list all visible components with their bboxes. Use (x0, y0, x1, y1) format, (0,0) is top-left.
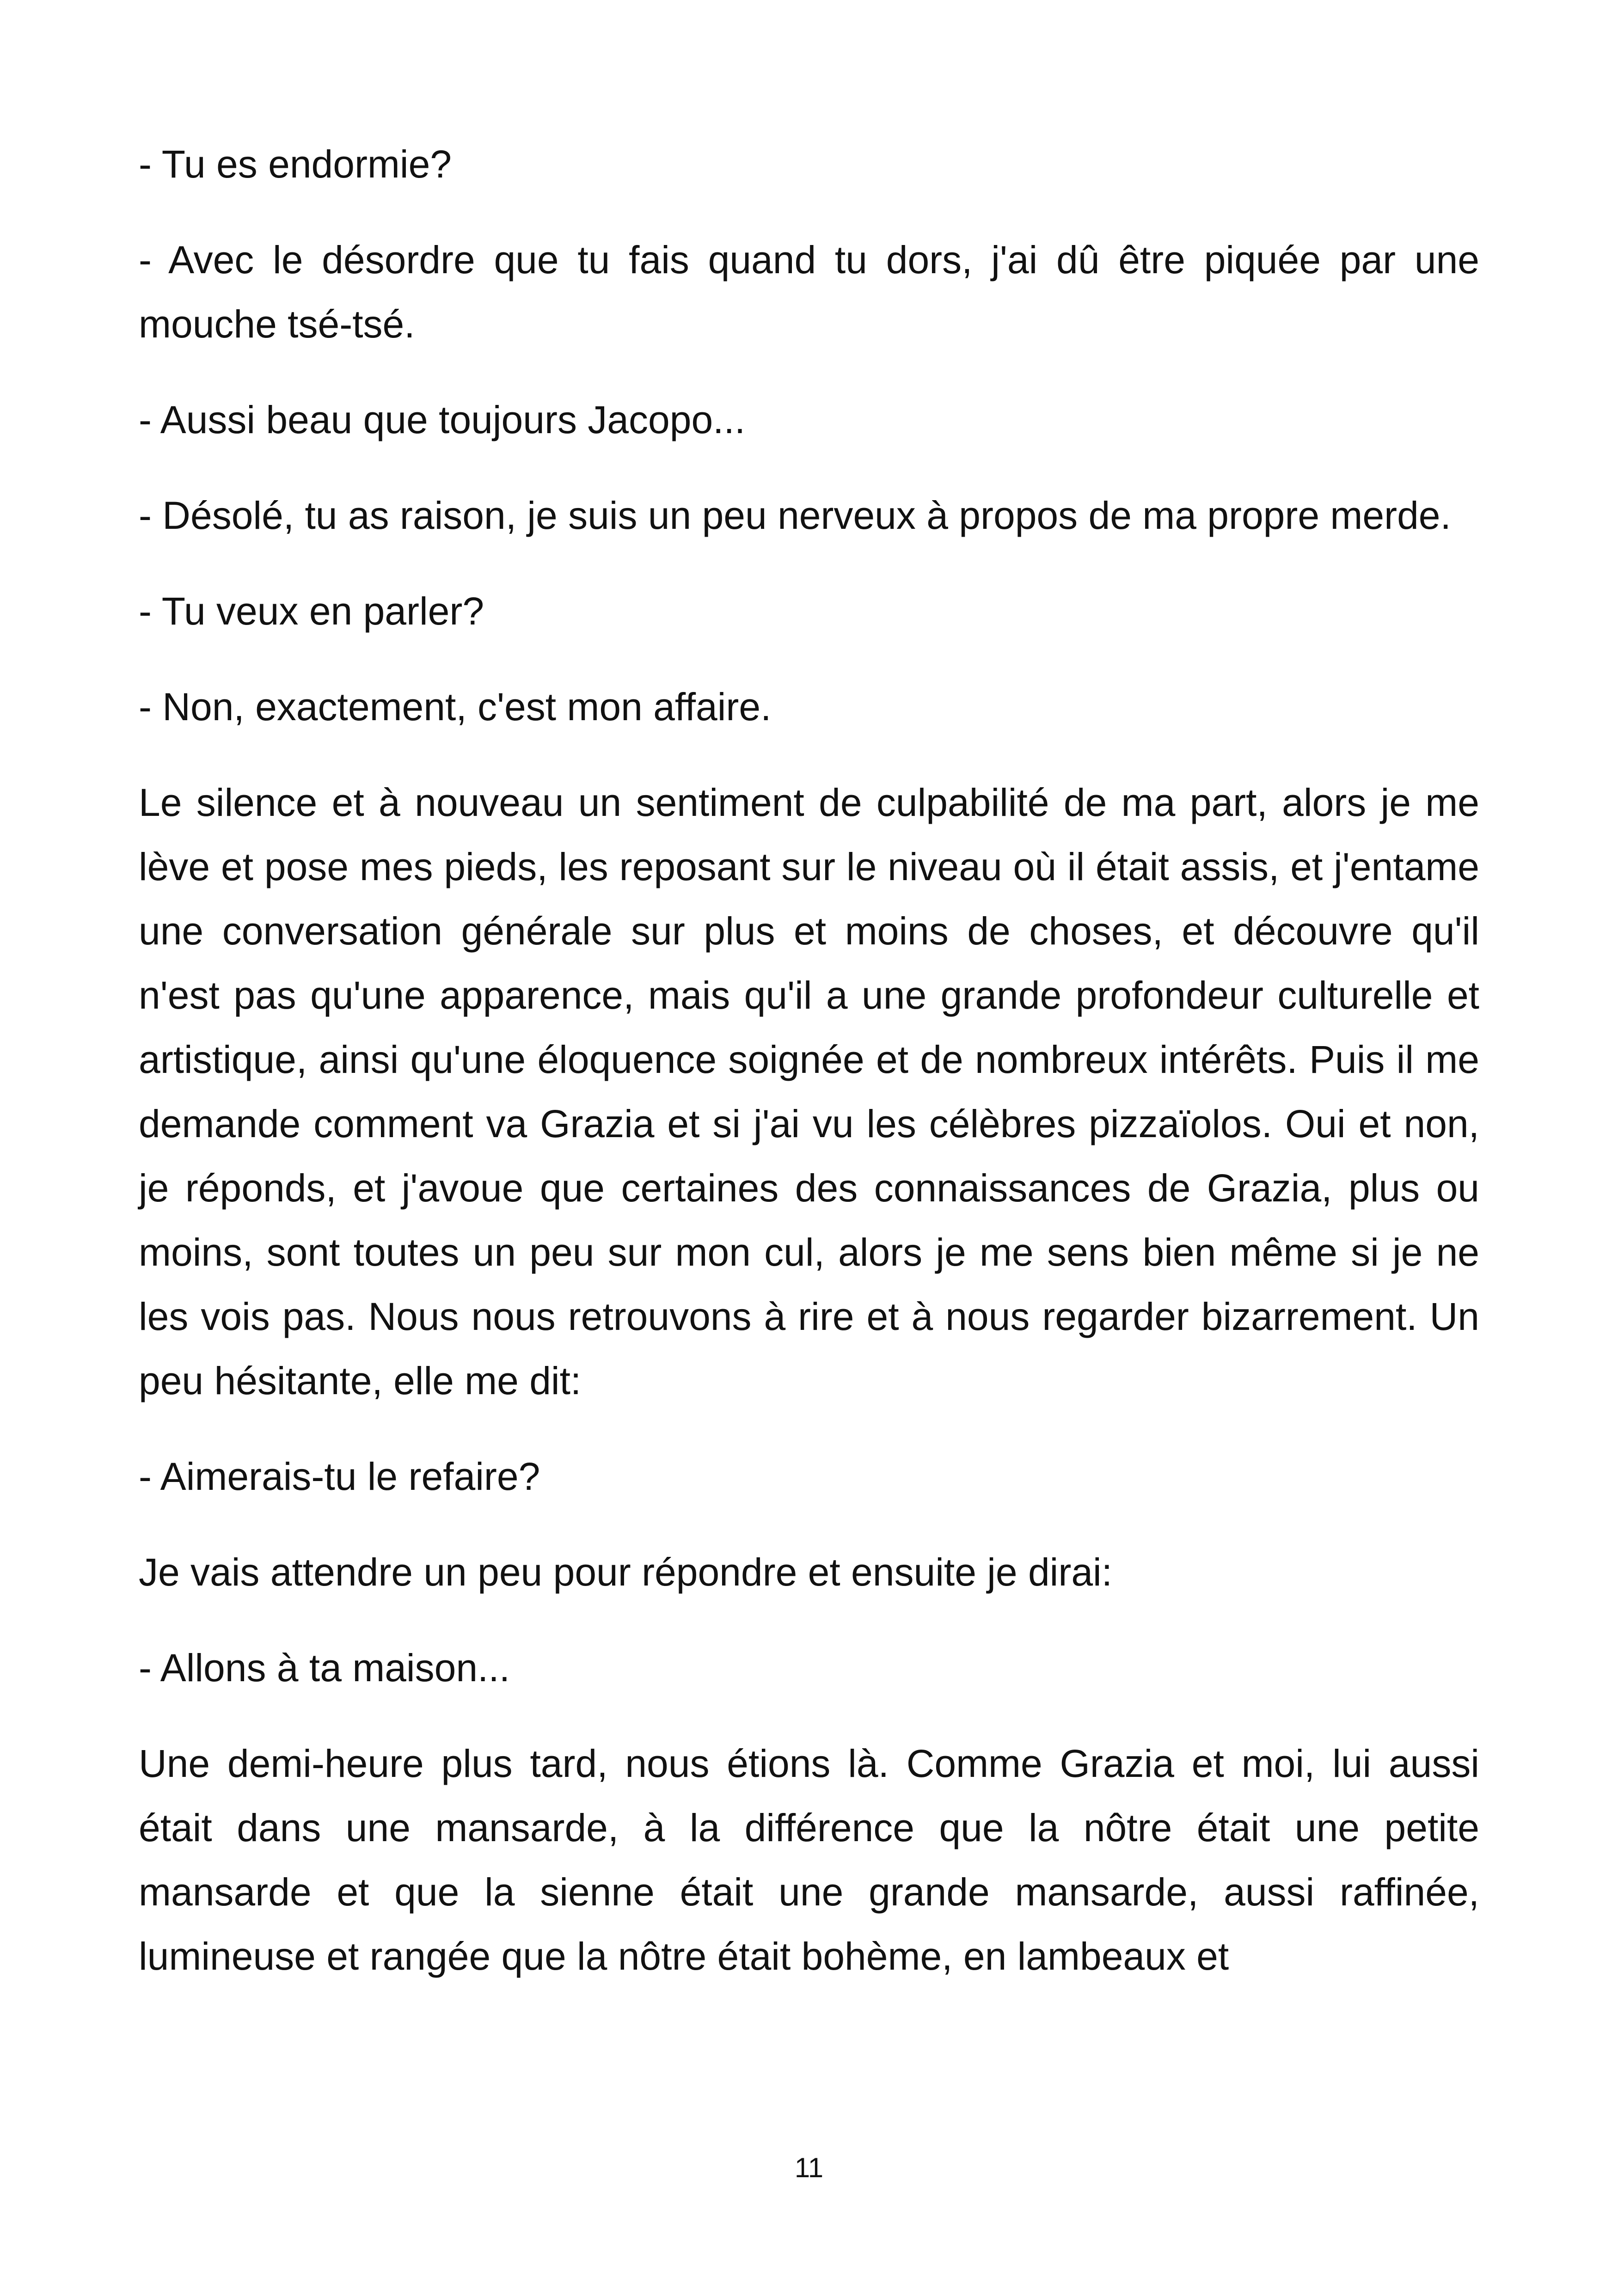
dialogue-line: - Avec le désordre que tu fais quand tu dors, j'ai dû être piquée par une mouche tsé-tsé. (139, 238, 1479, 346)
narrative-line: Je vais attendre un peu pour répondre et ensuite je dirai: (139, 1550, 1113, 1594)
dialogue-line: - Tu es endormie? (139, 142, 452, 186)
page-number: 11 (794, 2152, 824, 2183)
dialogue-line: - Aussi beau que toujours Jacopo... (139, 398, 746, 441)
page-body-text (139, 132, 1479, 2020)
dialogue-line: - Allons à ta maison... (139, 1646, 510, 1690)
dialogue-line: - Désolé, tu as raison, je suis un peu nerveux à propos de ma propre merde. (139, 494, 1451, 537)
narrative-paragraph: Une demi-heure plus tard, nous étions là. Comme Grazia et moi, lui aussi était dans une mansarde, à la différence que la nôtre était une petite mansarde et que la sienne était une grande mansarde, aussi raffinée, lumineuse et rangée que la nôtre était bohème, en lambeaux et (139, 1742, 1479, 1978)
dialogue-line: - Non, exactement, c'est mon affaire. (139, 685, 772, 729)
narrative-paragraph: Le silence et à nouveau un sentiment de culpabilité de ma part, alors je me lève et pose mes pieds, les reposant sur le niveau où il était assis, et j'entame une conversation générale sur plus et moins de choses, et découvre qu'il n'est pas qu'une apparence, mais qu'il a une grande profondeur culturelle et artistique, ainsi qu'une éloquence soignée et de nombreux intérêts. Puis il me demande comment va Grazia et si j'ai vu les célèbres pizzaïolos. Oui et non, je réponds, et j'avoue que certaines des connaissances de Grazia, plus ou moins, sont toutes un peu sur mon cul, alors je me sens bien même si je ne les vois pas. Nous nous retrouvons à rire et à nous regarder bizarrement. Un peu hésitante, elle me dit: (139, 781, 1479, 1402)
dialogue-line: - Aimerais-tu le refaire? (139, 1455, 540, 1498)
dialogue-line: - Tu veux en parler? (139, 589, 484, 633)
